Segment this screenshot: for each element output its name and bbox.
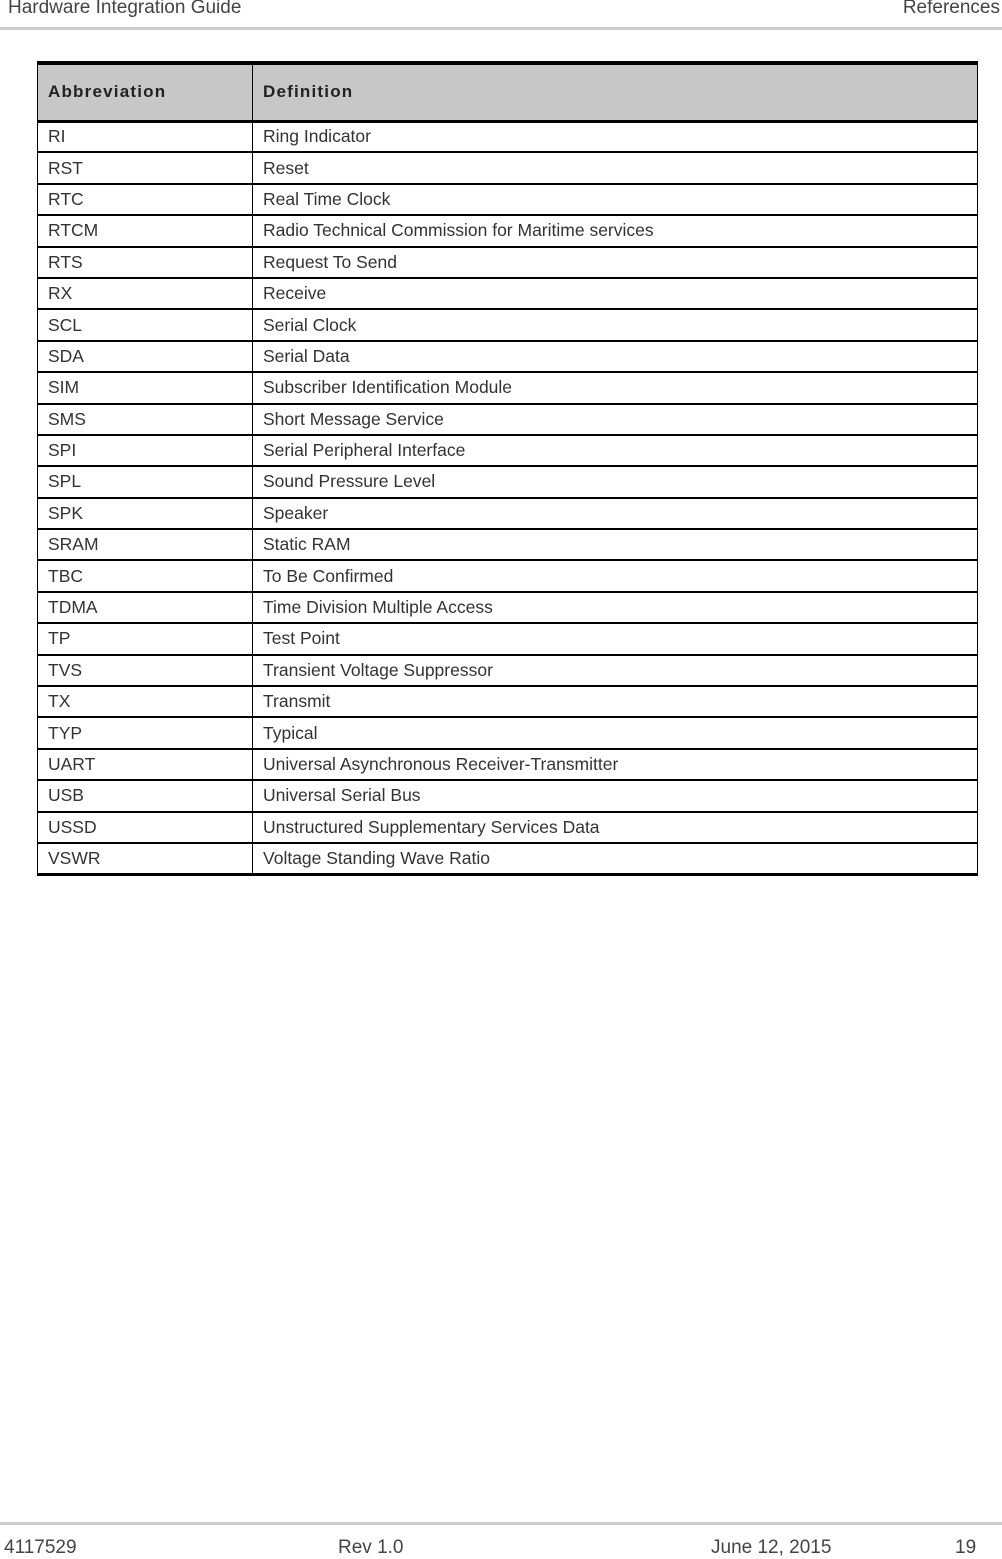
abbreviation-cell: TVS <box>38 655 253 686</box>
definition-cell: Voltage Standing Wave Ratio <box>253 843 978 874</box>
abbreviations-table-container <box>37 61 977 876</box>
footer-doc-number: 4117529 <box>4 1537 77 1558</box>
definition-cell: Universal Serial Bus <box>253 780 978 811</box>
definition-cell: Request To Send <box>253 247 978 278</box>
abbreviation-cell: SPK <box>38 498 253 529</box>
table-row <box>38 435 978 466</box>
abbreviation-cell: SRAM <box>38 529 253 560</box>
definition-cell: Real Time Clock <box>253 184 978 215</box>
column-header-definition: Definition <box>253 63 978 121</box>
definition-cell: Time Division Multiple Access <box>253 592 978 623</box>
abbreviation-cell: SMS <box>38 404 253 435</box>
abbreviation-cell: RTC <box>38 184 253 215</box>
table-row <box>38 152 978 183</box>
table-row <box>38 655 978 686</box>
definition-cell: Serial Peripheral Interface <box>253 435 978 466</box>
table-row <box>38 121 978 152</box>
table-row <box>38 560 978 591</box>
abbreviation-cell: RX <box>38 278 253 309</box>
abbreviation-cell: UART <box>38 749 253 780</box>
table-row <box>38 592 978 623</box>
footer-page-number: 19 <box>955 1537 977 1558</box>
definition-cell: Short Message Service <box>253 404 978 435</box>
abbreviation-cell: SIM <box>38 372 253 403</box>
definition-cell: Typical <box>253 717 978 748</box>
abbreviation-cell: TDMA <box>38 592 253 623</box>
definition-cell: Transmit <box>253 686 978 717</box>
definition-cell: Sound Pressure Level <box>253 466 978 497</box>
abbreviation-cell: TYP <box>38 717 253 748</box>
table-row <box>38 372 978 403</box>
definition-cell: Serial Clock <box>253 309 978 340</box>
abbreviation-cell: VSWR <box>38 843 253 874</box>
footer-date: June 12, 2015 <box>711 1537 832 1558</box>
abbreviation-cell: USSD <box>38 812 253 843</box>
abbreviation-cell: SPI <box>38 435 253 466</box>
table-body <box>38 121 978 874</box>
header-doc-title: Hardware Integration Guide <box>8 0 242 18</box>
table-header <box>38 63 978 121</box>
header-section-title: References <box>902 0 1000 18</box>
table-row <box>38 404 978 435</box>
definition-cell: Unstructured Supplementary Services Data <box>253 812 978 843</box>
table-row <box>38 341 978 372</box>
definition-cell: To Be Confirmed <box>253 560 978 591</box>
definition-cell: Receive <box>253 278 978 309</box>
abbreviation-cell: TBC <box>38 560 253 591</box>
abbreviation-cell: TP <box>38 623 253 654</box>
table-row <box>38 184 978 215</box>
abbreviation-cell: TX <box>38 686 253 717</box>
definition-cell: Test Point <box>253 623 978 654</box>
table-row <box>38 717 978 748</box>
definition-cell: Ring Indicator <box>253 121 978 152</box>
abbreviation-cell: SCL <box>38 309 253 340</box>
definition-cell: Subscriber Identification Module <box>253 372 978 403</box>
page-footer <box>0 1522 1002 1559</box>
table-row <box>38 843 978 874</box>
table-row <box>38 215 978 246</box>
abbreviation-cell: SDA <box>38 341 253 372</box>
abbreviation-cell: SPL <box>38 466 253 497</box>
abbreviation-cell: RTCM <box>38 215 253 246</box>
abbreviation-cell: RTS <box>38 247 253 278</box>
table-row <box>38 466 978 497</box>
page-header <box>0 0 1002 30</box>
definition-cell: Transient Voltage Suppressor <box>253 655 978 686</box>
definition-cell: Serial Data <box>253 341 978 372</box>
definition-cell: Speaker <box>253 498 978 529</box>
table-row <box>38 278 978 309</box>
definition-cell: Reset <box>253 152 978 183</box>
footer-revision: Rev 1.0 <box>338 1537 404 1558</box>
definition-cell: Universal Asynchronous Receiver-Transmitter <box>253 749 978 780</box>
table-row <box>38 247 978 278</box>
table-header-row <box>38 63 978 121</box>
table-row <box>38 686 978 717</box>
abbreviations-table <box>37 61 978 876</box>
table-row <box>38 529 978 560</box>
table-row <box>38 623 978 654</box>
table-row <box>38 812 978 843</box>
table-row <box>38 309 978 340</box>
abbreviation-cell: USB <box>38 780 253 811</box>
abbreviation-cell: RST <box>38 152 253 183</box>
column-header-abbreviation: Abbreviation <box>38 63 253 121</box>
table-row <box>38 498 978 529</box>
definition-cell: Radio Technical Commission for Maritime services <box>253 215 978 246</box>
table-row <box>38 780 978 811</box>
definition-cell: Static RAM <box>253 529 978 560</box>
abbreviation-cell: RI <box>38 121 253 152</box>
table-row <box>38 749 978 780</box>
